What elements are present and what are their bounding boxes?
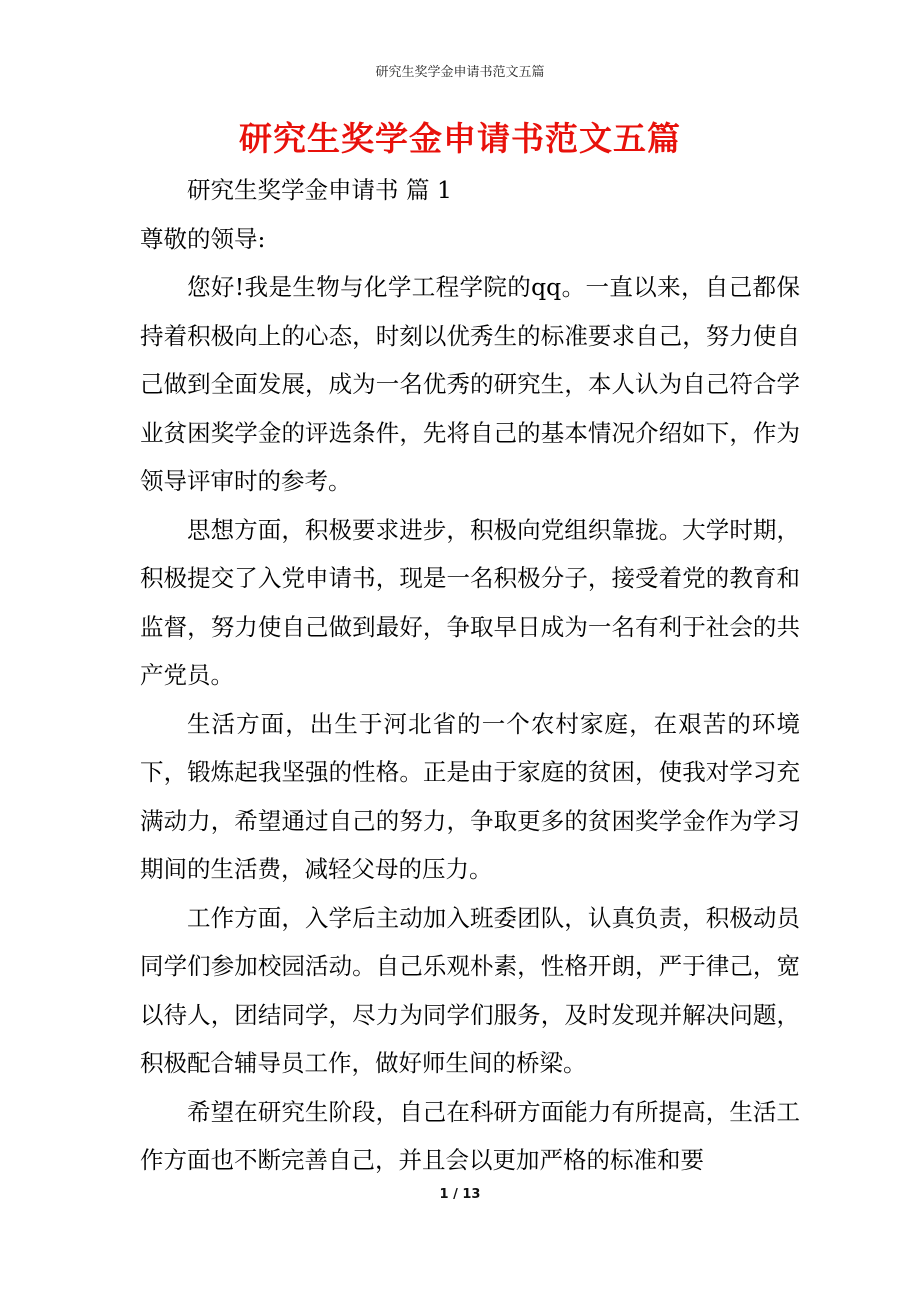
paragraph-work: 工作方面，入学后主动加入班委团队，认真负责，积极动员同学们参加校园活动。自己乐观朴素，性格开朗，严于律己，宽以待人，团结同学，尽力为同学们服务，及时发现并解决问题，积极配合辅导员工作，做好师生间的桥梁。 (140, 903, 800, 1077)
document-title: 研究生奖学金申请书范文五篇 (239, 119, 681, 158)
paragraph-ideology: 思想方面，积极要求进步，积极向党组织靠拢。大学时期，积极提交了入党申请书，现是一名积极分子，接受着党的教育和监督，努力使自己做到最好，争取早日成为一名有利于社会的共产党员。 (140, 515, 800, 689)
page-number: 1 / 13 (439, 1187, 481, 1202)
paragraph-intro: 您好!我是生物与化学工程学院的qq。一直以来，自己都保持着积极向上的心态，时刻以优秀生的标准要求自己，努力使自己做到全面发展，成为一名优秀的研究生，本人认为自己符合学业贫困奖学金的评选条件，先将自己的基本情况介绍如下，作为领导评审时的参考。 (140, 273, 800, 495)
paragraph-hope: 希望在研究生阶段，自己在科研方面能力有所提高，生活工作方面也不断完善自己，并且会以更加严格的标准和要 (140, 1097, 800, 1174)
section-heading: 研究生奖学金申请书 篇 1 (187, 176, 452, 204)
salutation: 尊敬的领导: (140, 224, 266, 253)
paragraph-life: 生活方面，出生于河北省的一个农村家庭，在艰苦的环境下，锻炼起我坚强的性格。正是由于家庭的贫困，使我对学习充满动力，希望通过自己的努力，争取更多的贫困奖学金作为学习期间的生活费，减轻父母的压力。 (140, 709, 800, 883)
document-body (140, 166, 800, 1185)
running-header: 研究生奖学金申请书范文五篇 (375, 65, 545, 80)
